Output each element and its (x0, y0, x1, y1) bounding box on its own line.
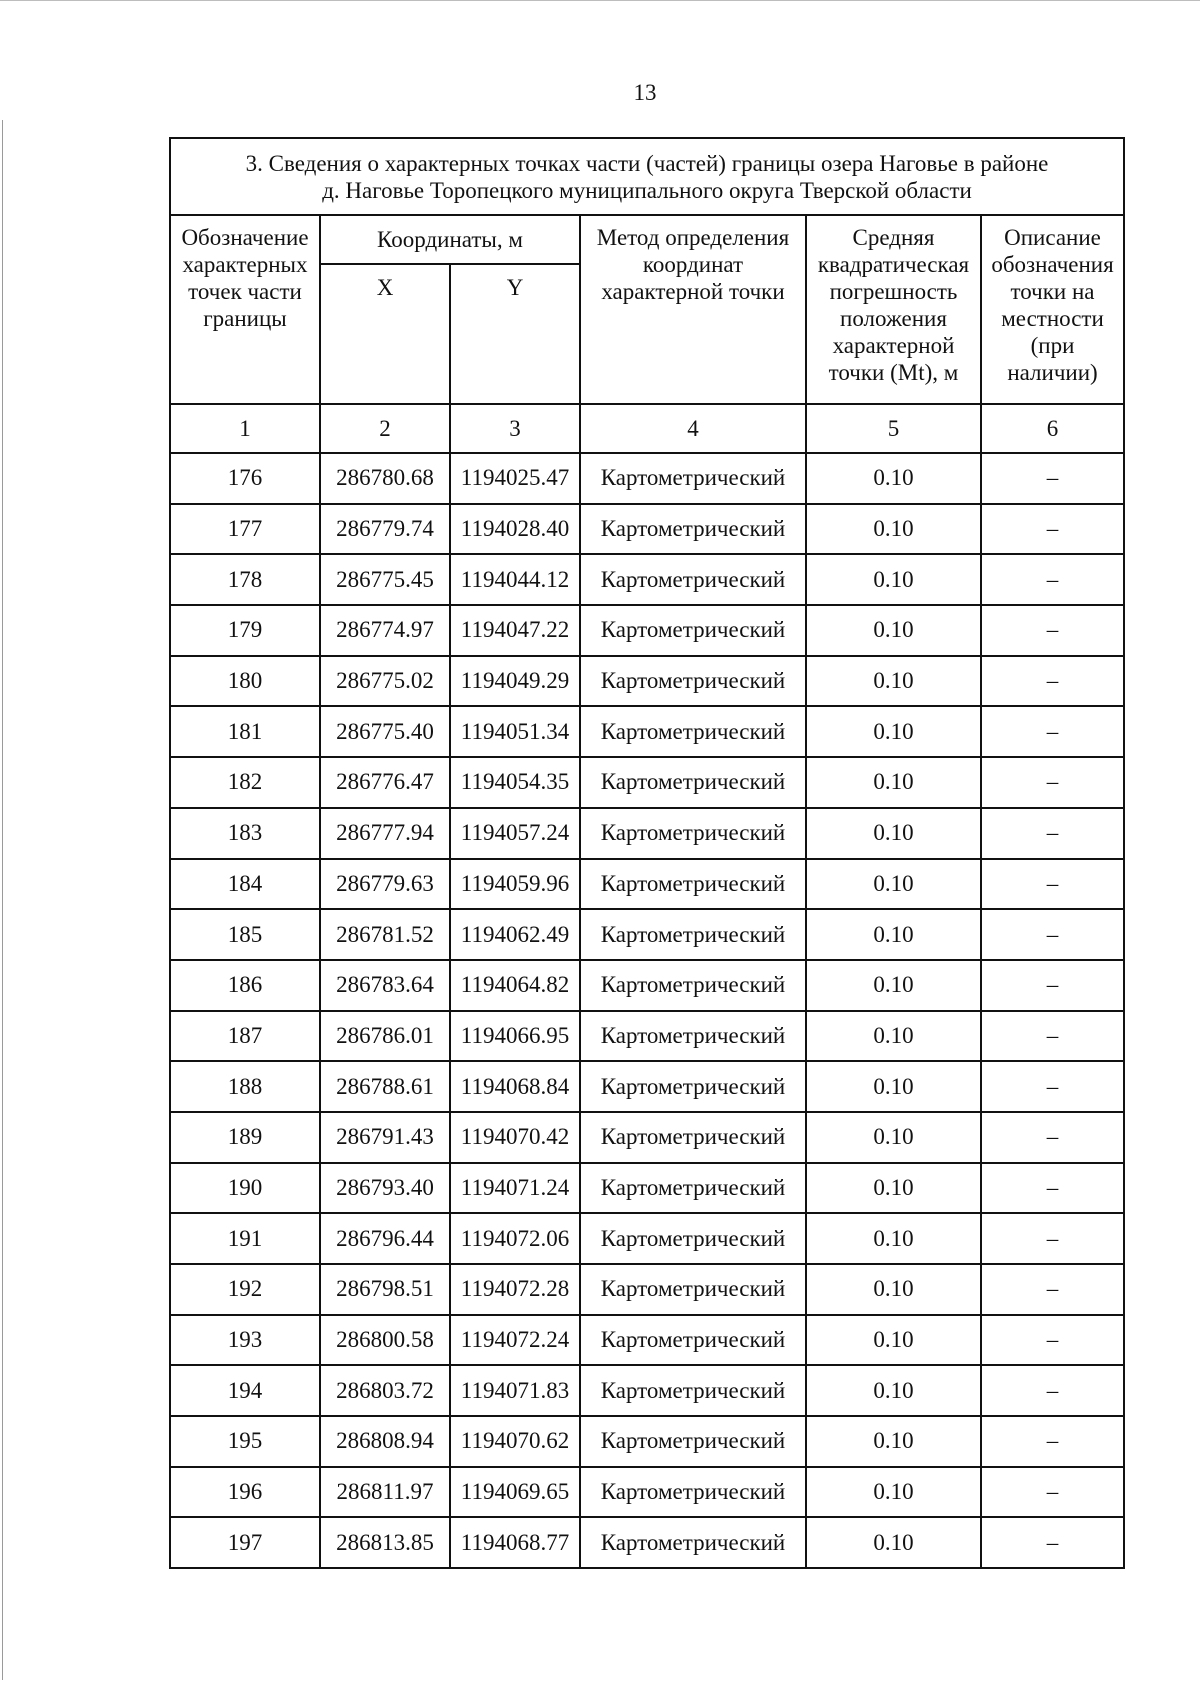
column-number: 1 (170, 404, 320, 453)
header-line: точки (Mt), м (828, 360, 959, 385)
header-coordinates: Координаты, м (320, 215, 580, 264)
table-row (170, 1112, 1124, 1163)
coord-x-cell: 286800.58 (320, 1315, 450, 1366)
coord-x-cell: 286777.94 (320, 808, 450, 859)
method-cell: Картометрический (580, 453, 806, 504)
error-value-cell: 0.10 (806, 1112, 981, 1163)
table-row (170, 605, 1124, 656)
table-title-line-1: 3. Сведения о характерных точках части (частей) границы озера Наговье в районе (245, 150, 1049, 176)
table-row (170, 1264, 1124, 1315)
method-cell: Картометрический (580, 1163, 806, 1214)
column-number: 4 (580, 404, 806, 453)
coord-x-cell: 286775.40 (320, 706, 450, 757)
table-title-row (170, 138, 1124, 215)
table-row (170, 1011, 1124, 1062)
header-method (580, 215, 806, 404)
description-cell: – (981, 1365, 1124, 1416)
header-line: квадратическая (817, 252, 970, 277)
error-value-cell: 0.10 (806, 554, 981, 605)
method-cell: Картометрический (580, 960, 806, 1011)
method-cell: Картометрический (580, 706, 806, 757)
description-cell: – (981, 1213, 1124, 1264)
table-row (170, 757, 1124, 808)
header-line: характерной (832, 333, 955, 358)
table-row (170, 453, 1124, 504)
error-value-cell: 0.10 (806, 1163, 981, 1214)
coord-y-cell: 1194072.24 (450, 1315, 580, 1366)
point-id-cell: 182 (170, 757, 320, 808)
header-line: наличии) (1007, 360, 1098, 385)
table-body (170, 138, 1124, 1568)
description-cell: – (981, 1315, 1124, 1366)
coord-y-cell: 1194028.40 (450, 504, 580, 555)
header-y: Y (450, 264, 580, 404)
error-value-cell: 0.10 (806, 859, 981, 910)
table-row (170, 1467, 1124, 1518)
coord-x-cell: 286808.94 (320, 1416, 450, 1467)
header-line: точки на (1010, 279, 1095, 304)
scan-edge-left (2, 120, 3, 1680)
coord-y-cell: 1194072.06 (450, 1213, 580, 1264)
method-cell: Картометрический (580, 605, 806, 656)
error-value-cell: 0.10 (806, 1517, 981, 1568)
header-x: X (320, 264, 450, 404)
coord-x-cell: 286781.52 (320, 909, 450, 960)
description-cell: – (981, 909, 1124, 960)
coord-y-cell: 1194044.12 (450, 554, 580, 605)
coord-y-cell: 1194071.24 (450, 1163, 580, 1214)
table-row (170, 504, 1124, 555)
table-row (170, 960, 1124, 1011)
point-id-cell: 176 (170, 453, 320, 504)
description-cell: – (981, 1112, 1124, 1163)
method-cell: Картометрический (580, 1112, 806, 1163)
description-cell: – (981, 859, 1124, 910)
method-cell: Картометрический (580, 1264, 806, 1315)
table-row (170, 706, 1124, 757)
point-id-cell: 197 (170, 1517, 320, 1568)
point-id-cell: 187 (170, 1011, 320, 1062)
method-cell: Картометрический (580, 757, 806, 808)
description-cell: – (981, 706, 1124, 757)
coord-x-cell: 286779.74 (320, 504, 450, 555)
error-value-cell: 0.10 (806, 605, 981, 656)
table-row (170, 1163, 1124, 1214)
header-point-description (981, 215, 1124, 404)
description-cell: – (981, 960, 1124, 1011)
point-id-cell: 181 (170, 706, 320, 757)
description-cell: – (981, 1416, 1124, 1467)
description-cell: – (981, 605, 1124, 656)
header-line: местности (1001, 306, 1104, 331)
point-id-cell: 186 (170, 960, 320, 1011)
error-value-cell: 0.10 (806, 808, 981, 859)
error-value-cell: 0.10 (806, 706, 981, 757)
point-id-cell: 193 (170, 1315, 320, 1366)
header-line: характерной точки (601, 279, 785, 304)
method-cell: Картометрический (580, 656, 806, 707)
coord-y-cell: 1194057.24 (450, 808, 580, 859)
error-value-cell: 0.10 (806, 1011, 981, 1062)
coord-y-cell: 1194070.42 (450, 1112, 580, 1163)
table-row (170, 656, 1124, 707)
point-id-cell: 192 (170, 1264, 320, 1315)
table-row (170, 859, 1124, 910)
error-value-cell: 0.10 (806, 1467, 981, 1518)
point-id-cell: 191 (170, 1213, 320, 1264)
coord-x-cell: 286783.64 (320, 960, 450, 1011)
header-line: Средняя (852, 225, 935, 250)
point-id-cell: 196 (170, 1467, 320, 1518)
coord-y-cell: 1194069.65 (450, 1467, 580, 1518)
point-id-cell: 190 (170, 1163, 320, 1214)
coord-y-cell: 1194062.49 (450, 909, 580, 960)
coord-y-cell: 1194025.47 (450, 453, 580, 504)
description-cell: – (981, 1517, 1124, 1568)
point-id-cell: 177 (170, 504, 320, 555)
method-cell: Картометрический (580, 1365, 806, 1416)
error-value-cell: 0.10 (806, 909, 981, 960)
coord-x-cell: 286780.68 (320, 453, 450, 504)
coord-x-cell: 286774.97 (320, 605, 450, 656)
error-value-cell: 0.10 (806, 1315, 981, 1366)
coord-y-cell: 1194066.95 (450, 1011, 580, 1062)
error-value-cell: 0.10 (806, 656, 981, 707)
method-cell: Картометрический (580, 1467, 806, 1518)
coord-x-cell: 286779.63 (320, 859, 450, 910)
table-row (170, 1416, 1124, 1467)
description-cell: – (981, 1467, 1124, 1518)
scan-edge-top (0, 0, 1200, 1)
table-row (170, 1315, 1124, 1366)
error-value-cell: 0.10 (806, 1061, 981, 1112)
header-line: положения (840, 306, 947, 331)
description-cell: – (981, 1264, 1124, 1315)
point-id-cell: 185 (170, 909, 320, 960)
table-title-line-2: д. Наговье Торопецкого муниципального округа Тверской области (322, 177, 972, 203)
method-cell: Картометрический (580, 1061, 806, 1112)
method-cell: Картометрический (580, 1213, 806, 1264)
description-cell: – (981, 504, 1124, 555)
point-id-cell: 194 (170, 1365, 320, 1416)
error-value-cell: 0.10 (806, 757, 981, 808)
column-number-row (170, 404, 1124, 453)
coord-y-cell: 1194068.84 (450, 1061, 580, 1112)
boundary-points-table (169, 137, 1125, 1569)
error-value-cell: 0.10 (806, 504, 981, 555)
error-value-cell: 0.10 (806, 453, 981, 504)
coord-y-cell: 1194059.96 (450, 859, 580, 910)
coord-x-cell: 286791.43 (320, 1112, 450, 1163)
coord-y-cell: 1194070.62 (450, 1416, 580, 1467)
method-cell: Картометрический (580, 554, 806, 605)
table-title (170, 138, 1124, 215)
column-number: 6 (981, 404, 1124, 453)
coord-y-cell: 1194054.35 (450, 757, 580, 808)
coord-y-cell: 1194064.82 (450, 960, 580, 1011)
header-mean-square-error (806, 215, 981, 404)
header-line: Описание (1004, 225, 1101, 250)
point-id-cell: 180 (170, 656, 320, 707)
header-line: Обозначение (181, 225, 309, 250)
header-line: обозначения (991, 252, 1114, 277)
coord-x-cell: 286811.97 (320, 1467, 450, 1518)
method-cell: Картометрический (580, 1517, 806, 1568)
header-line: погрешность (829, 279, 958, 304)
method-cell: Картометрический (580, 808, 806, 859)
error-value-cell: 0.10 (806, 960, 981, 1011)
coord-x-cell: 286788.61 (320, 1061, 450, 1112)
point-id-cell: 179 (170, 605, 320, 656)
description-cell: – (981, 1011, 1124, 1062)
coord-x-cell: 286798.51 (320, 1264, 450, 1315)
error-value-cell: 0.10 (806, 1213, 981, 1264)
table-row (170, 808, 1124, 859)
column-number: 2 (320, 404, 450, 453)
header-line: Метод определения (596, 225, 790, 250)
coord-x-cell: 286775.02 (320, 656, 450, 707)
table-row (170, 1517, 1124, 1568)
coord-y-cell: 1194049.29 (450, 656, 580, 707)
coord-y-cell: 1194068.77 (450, 1517, 580, 1568)
description-cell: – (981, 656, 1124, 707)
point-id-cell: 195 (170, 1416, 320, 1467)
description-cell: – (981, 1061, 1124, 1112)
description-cell: – (981, 1163, 1124, 1214)
point-id-cell: 183 (170, 808, 320, 859)
method-cell: Картометрический (580, 1315, 806, 1366)
page-number: 13 (633, 80, 657, 105)
description-cell: – (981, 808, 1124, 859)
coord-x-cell: 286793.40 (320, 1163, 450, 1214)
point-id-cell: 188 (170, 1061, 320, 1112)
table-row (170, 909, 1124, 960)
point-id-cell: 189 (170, 1112, 320, 1163)
coord-x-cell: 286796.44 (320, 1213, 450, 1264)
description-cell: – (981, 453, 1124, 504)
coord-x-cell: 286786.01 (320, 1011, 450, 1062)
header-line: точек части (188, 279, 302, 304)
coord-x-cell: 286813.85 (320, 1517, 450, 1568)
description-cell: – (981, 554, 1124, 605)
header-line: границы (203, 306, 287, 331)
error-value-cell: 0.10 (806, 1264, 981, 1315)
point-id-cell: 178 (170, 554, 320, 605)
error-value-cell: 0.10 (806, 1416, 981, 1467)
coord-x-cell: 286776.47 (320, 757, 450, 808)
method-cell: Картометрический (580, 1416, 806, 1467)
header-line: характерных (182, 252, 308, 277)
coord-y-cell: 1194071.83 (450, 1365, 580, 1416)
table-row (170, 1213, 1124, 1264)
table-row (170, 1365, 1124, 1416)
header-line: (при (1030, 333, 1075, 358)
coord-y-cell: 1194051.34 (450, 706, 580, 757)
coord-y-cell: 1194072.28 (450, 1264, 580, 1315)
coord-x-cell: 286775.45 (320, 554, 450, 605)
description-cell: – (981, 757, 1124, 808)
header-point-designation (170, 215, 320, 404)
header-row-1 (170, 215, 1124, 264)
coord-y-cell: 1194047.22 (450, 605, 580, 656)
point-id-cell: 184 (170, 859, 320, 910)
method-cell: Картометрический (580, 1011, 806, 1062)
column-number: 5 (806, 404, 981, 453)
error-value-cell: 0.10 (806, 1365, 981, 1416)
table-row (170, 1061, 1124, 1112)
method-cell: Картометрический (580, 859, 806, 910)
header-line: координат (642, 252, 744, 277)
method-cell: Картометрический (580, 909, 806, 960)
method-cell: Картометрический (580, 504, 806, 555)
table-row (170, 554, 1124, 605)
coord-x-cell: 286803.72 (320, 1365, 450, 1416)
column-number: 3 (450, 404, 580, 453)
